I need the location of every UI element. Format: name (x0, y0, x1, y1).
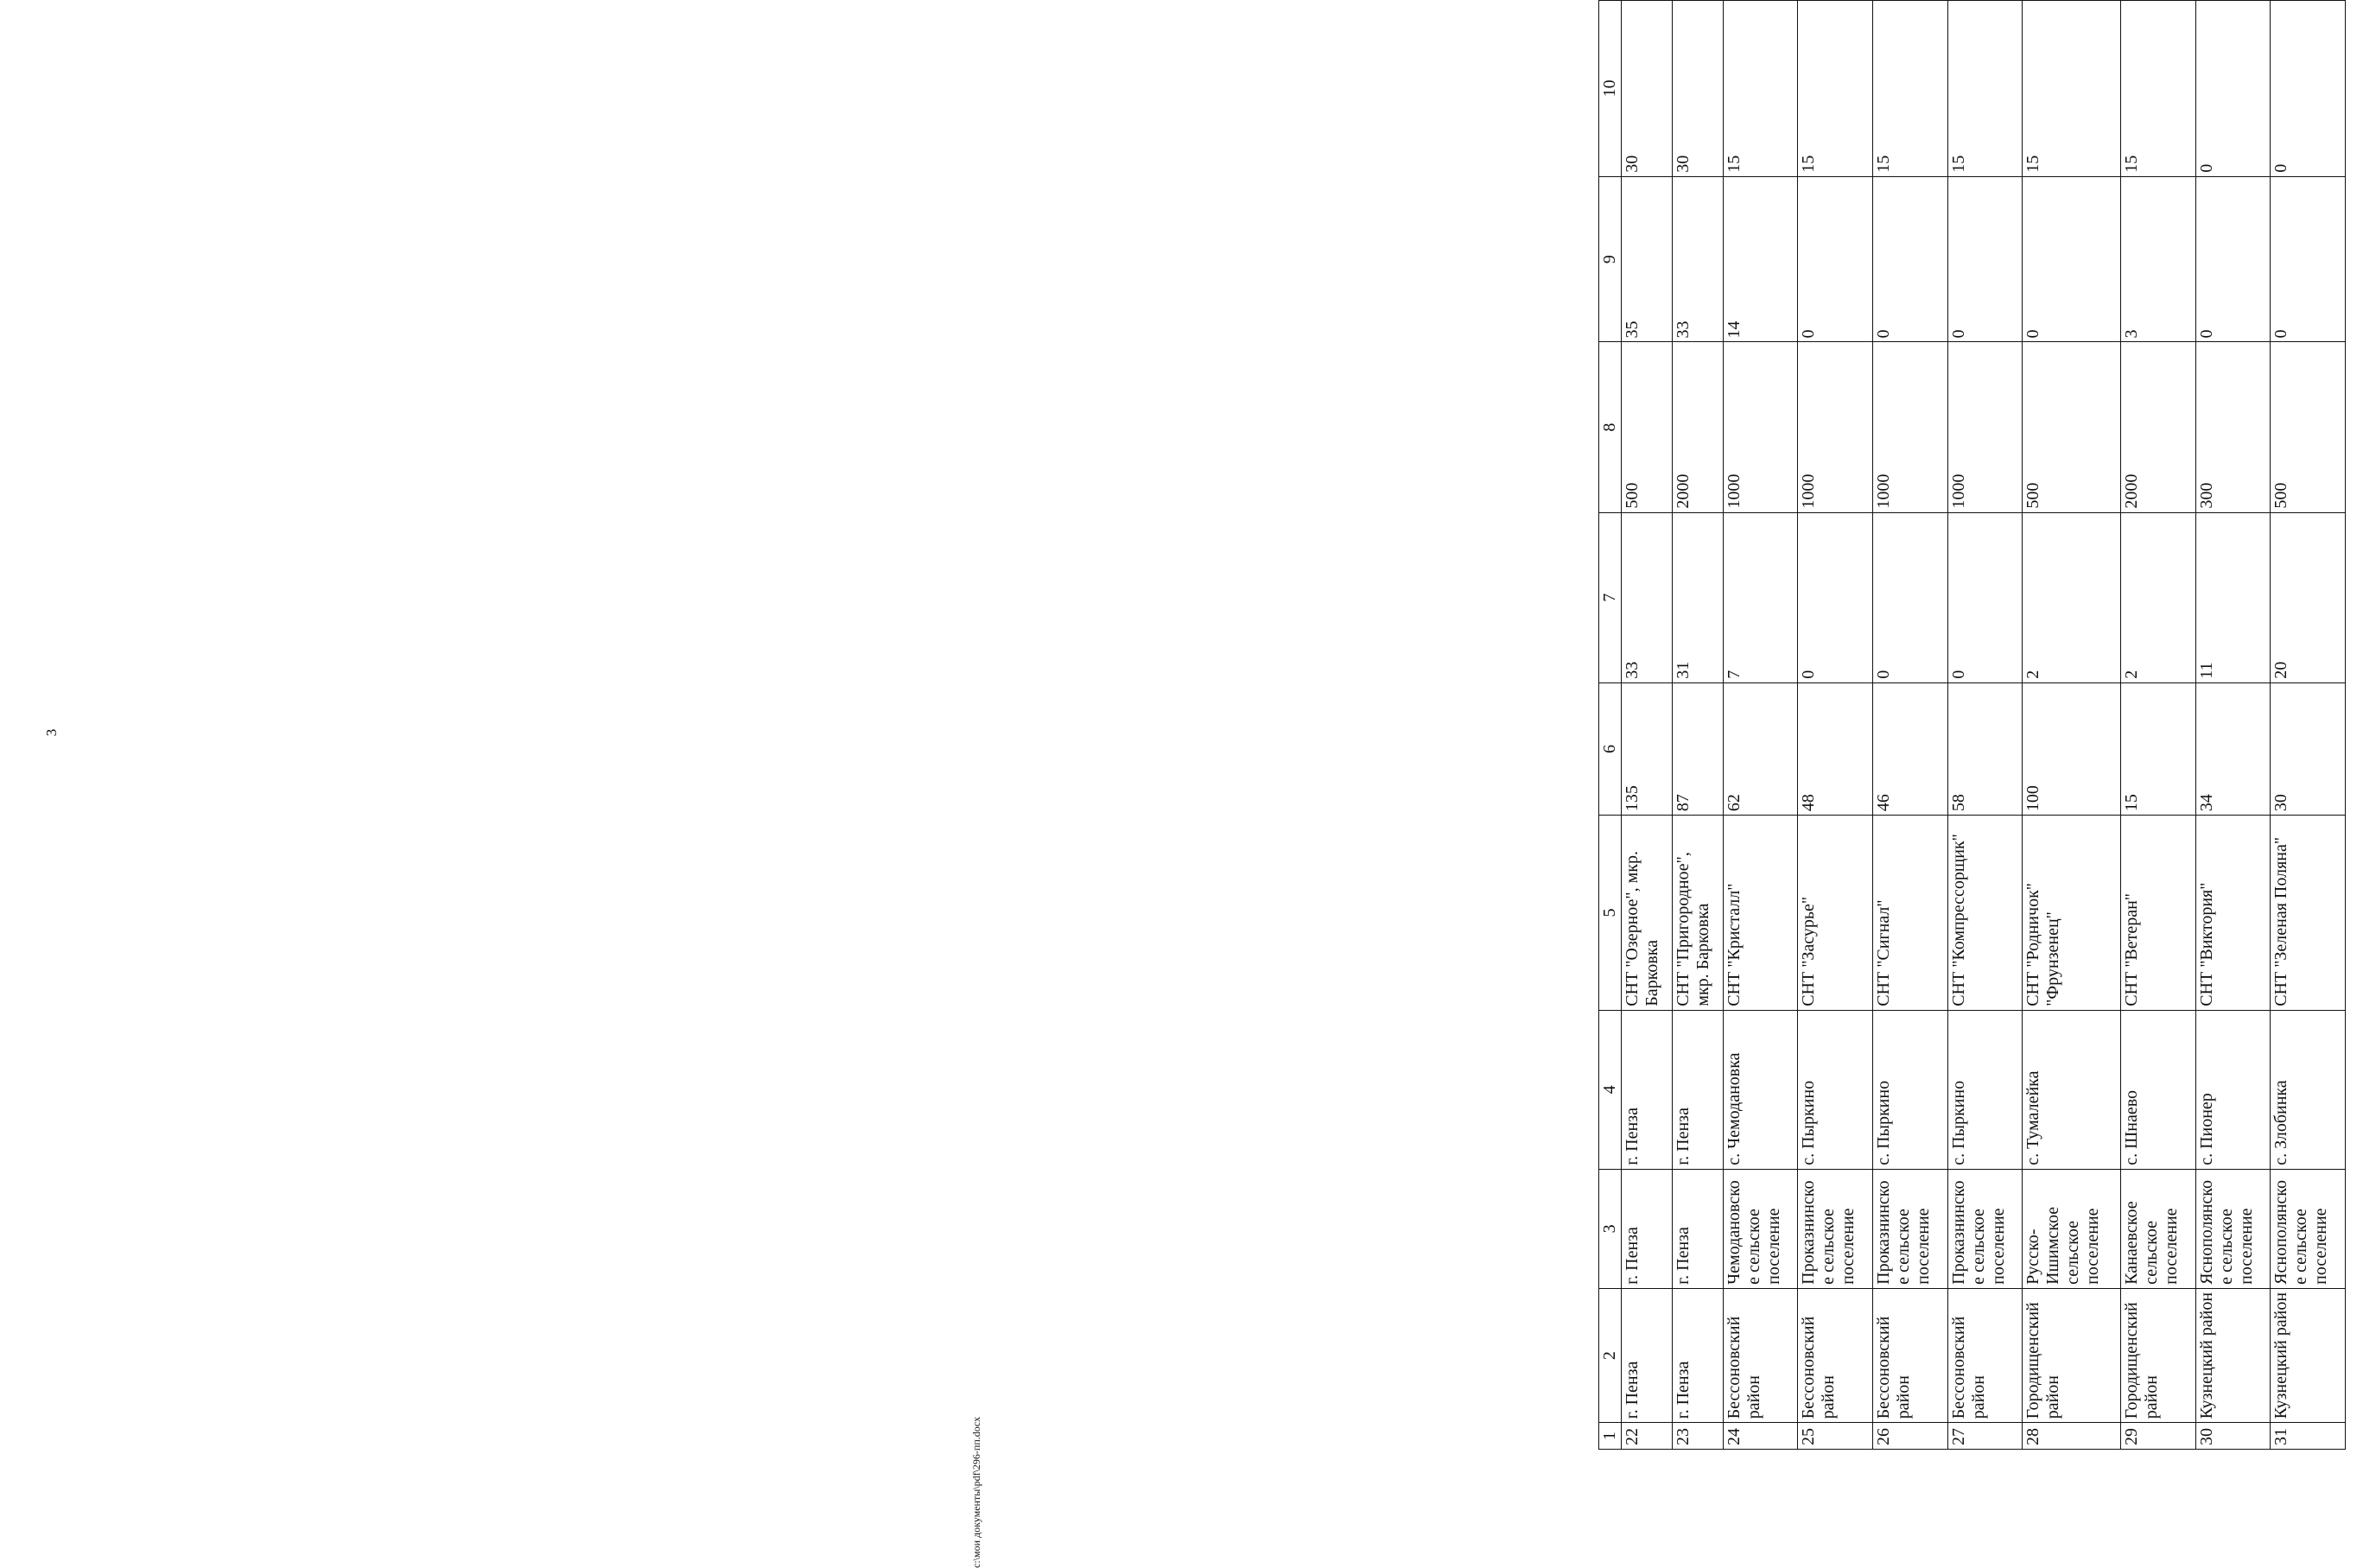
table-cell: 0 (1947, 512, 2023, 682)
header-cell: 8 (1599, 342, 1622, 512)
table-cell: СНТ "Зеленая Поляна" (2271, 816, 2346, 1011)
table-cell: 31 (1672, 512, 1723, 682)
table-cell: 30 (1672, 1, 1723, 177)
header-cell: 7 (1599, 512, 1622, 682)
table-cell: с. Тумалейка (2023, 1010, 2121, 1169)
table-container (1598, 0, 2363, 1450)
table-cell: с. Пионер (2195, 1010, 2271, 1169)
table-cell: 15 (2121, 1, 2196, 177)
table-cell: 48 (1798, 682, 1873, 815)
table-cell: 35 (1622, 176, 1673, 342)
table-cell: Проказнинское сельское поселение (1947, 1169, 2023, 1288)
table-cell: г. Пенза (1672, 1288, 1723, 1423)
table-cell: 2 (2121, 512, 2196, 682)
table-cell: г. Пенза (1622, 1169, 1673, 1288)
table-cell: 0 (2195, 176, 2271, 342)
table-cell: 1000 (1947, 342, 2023, 512)
table-row (1622, 1, 1673, 1450)
header-cell: 9 (1599, 176, 1622, 342)
header-cell: 5 (1599, 816, 1622, 1011)
table-cell: Кузнецкий район (2271, 1288, 2346, 1423)
table-cell: СНТ "Засурье" (1798, 816, 1873, 1011)
table-cell: 87 (1672, 682, 1723, 815)
table-row (1872, 1, 1947, 1450)
file-path-footer: c:\мои документы\pdf\296-пп.docx (970, 1416, 982, 1568)
table-cell: Городищенский район (2121, 1288, 2196, 1423)
table-cell: 0 (1872, 176, 1947, 342)
table-cell: г. Пенза (1672, 1010, 1723, 1169)
table-cell: 34 (2195, 682, 2271, 815)
table-cell: СНТ "Сигнал" (1872, 816, 1947, 1011)
table-cell: СНТ "Кристалл" (1723, 816, 1798, 1011)
table-cell: Бессоновский район (1872, 1288, 1947, 1423)
table-cell: 500 (2271, 342, 2346, 512)
table-cell: г. Пенза (1672, 1169, 1723, 1288)
header-cell: 1 (1599, 1423, 1622, 1450)
table-cell: 500 (1622, 342, 1673, 512)
table-cell: СНТ "Виктория" (2195, 816, 2271, 1011)
table-cell: СНТ "Пригородное", мкр. Барковка (1672, 816, 1723, 1011)
table-row (2023, 1, 2121, 1450)
table-cell: 0 (1798, 512, 1873, 682)
table-cell: 27 (1947, 1423, 2023, 1450)
table-cell: 0 (1798, 176, 1873, 342)
table-cell: СНТ "Озерное", мкр. Барковка (1622, 816, 1673, 1011)
table-cell: 1000 (1872, 342, 1947, 512)
table-cell: Городищенский район (2023, 1288, 2121, 1423)
table-cell: 300 (2195, 342, 2271, 512)
table-cell: 3 (2121, 176, 2196, 342)
table-cell: с. Шнаево (2121, 1010, 2196, 1169)
table-cell: 15 (2121, 682, 2196, 815)
header-cell: 10 (1599, 1, 1622, 177)
table-cell: 15 (2023, 1, 2121, 177)
table-cell: г. Пенза (1622, 1010, 1673, 1169)
table-cell: Бессоновский район (1798, 1288, 1873, 1423)
data-table (1598, 0, 2346, 1450)
table-cell: 0 (1872, 512, 1947, 682)
table-cell: 28 (2023, 1423, 2121, 1450)
table-cell: 58 (1947, 682, 2023, 815)
table-cell: Бессоновский район (1947, 1288, 2023, 1423)
table-cell: с. Пыркино (1947, 1010, 2023, 1169)
table-cell: Чемодановское сельское поселение (1723, 1169, 1798, 1288)
table-cell: 0 (2271, 1, 2346, 177)
table-row (2195, 1, 2271, 1450)
table-cell: с. Злобинка (2271, 1010, 2346, 1169)
table-cell: 24 (1723, 1423, 1798, 1450)
table-cell: 33 (1672, 176, 1723, 342)
table-cell: 2000 (2121, 342, 2196, 512)
table-cell: 500 (2023, 342, 2121, 512)
table-cell: с. Чемодановка (1723, 1010, 1798, 1169)
table-cell: 15 (1723, 1, 1798, 177)
table-cell: 22 (1622, 1423, 1673, 1450)
table-cell: 15 (1872, 1, 1947, 177)
table-cell: 46 (1872, 682, 1947, 815)
table-cell: с. Пыркино (1798, 1010, 1873, 1169)
table-row (2271, 1, 2346, 1450)
table-cell: 0 (2271, 176, 2346, 342)
table-cell: 0 (1947, 176, 2023, 342)
table-cell: 29 (2121, 1423, 2196, 1450)
table-cell: 135 (1622, 682, 1673, 815)
table-cell: Проказнинское сельское поселение (1872, 1169, 1947, 1288)
page-number: 3 (43, 728, 60, 737)
table-cell: Бессоновский район (1723, 1288, 1798, 1423)
table-cell: 100 (2023, 682, 2121, 815)
table-row (1947, 1, 2023, 1450)
table-cell: с. Пыркино (1872, 1010, 1947, 1169)
table-row (1798, 1, 1873, 1450)
table-cell: СНТ "Ветеран" (2121, 816, 2196, 1011)
table-cell: 26 (1872, 1423, 1947, 1450)
table-cell: 14 (1723, 176, 1798, 342)
table-row (1672, 1, 1723, 1450)
table-cell: 33 (1622, 512, 1673, 682)
table-cell: 11 (2195, 512, 2271, 682)
table-cell: 15 (1947, 1, 2023, 177)
table-cell: 30 (1622, 1, 1673, 177)
table-cell: 30 (2195, 1423, 2271, 1450)
table-cell: 0 (2023, 176, 2121, 342)
table-cell: 15 (1798, 1, 1873, 177)
table-cell: 7 (1723, 512, 1798, 682)
table-cell: 23 (1672, 1423, 1723, 1450)
table-cell: 2000 (1672, 342, 1723, 512)
table-cell: Канаевское сельское поселение (2121, 1169, 2196, 1288)
header-cell: 2 (1599, 1288, 1622, 1423)
header-cell: 4 (1599, 1010, 1622, 1169)
header-cell: 3 (1599, 1169, 1622, 1288)
table-row (2121, 1, 2196, 1450)
header-row (1599, 1, 1622, 1450)
table-cell: Яснополянское сельское поселение (2271, 1169, 2346, 1288)
table-cell: г. Пенза (1622, 1288, 1673, 1423)
table-cell: 20 (2271, 512, 2346, 682)
table-cell: 0 (2195, 1, 2271, 177)
table-cell: Русско-Ишимское сельское поселение (2023, 1169, 2121, 1288)
header-cell: 6 (1599, 682, 1622, 815)
table-cell: 62 (1723, 682, 1798, 815)
table-cell: СНТ "Родничок" "Фрунзенец" (2023, 816, 2121, 1011)
table-row (1723, 1, 1798, 1450)
table-cell: Яснополянское сельское поселение (2195, 1169, 2271, 1288)
table-cell: 1000 (1723, 342, 1798, 512)
table-cell: 25 (1798, 1423, 1873, 1450)
table-cell: 30 (2271, 682, 2346, 815)
table-cell: Кузнецкий район (2195, 1288, 2271, 1423)
table-cell: 1000 (1798, 342, 1873, 512)
table-cell: 2 (2023, 512, 2121, 682)
table-cell: 31 (2271, 1423, 2346, 1450)
table-cell: Проказнинское сельское поселение (1798, 1169, 1873, 1288)
table-cell: СНТ "Компрессорщик" (1947, 816, 2023, 1011)
